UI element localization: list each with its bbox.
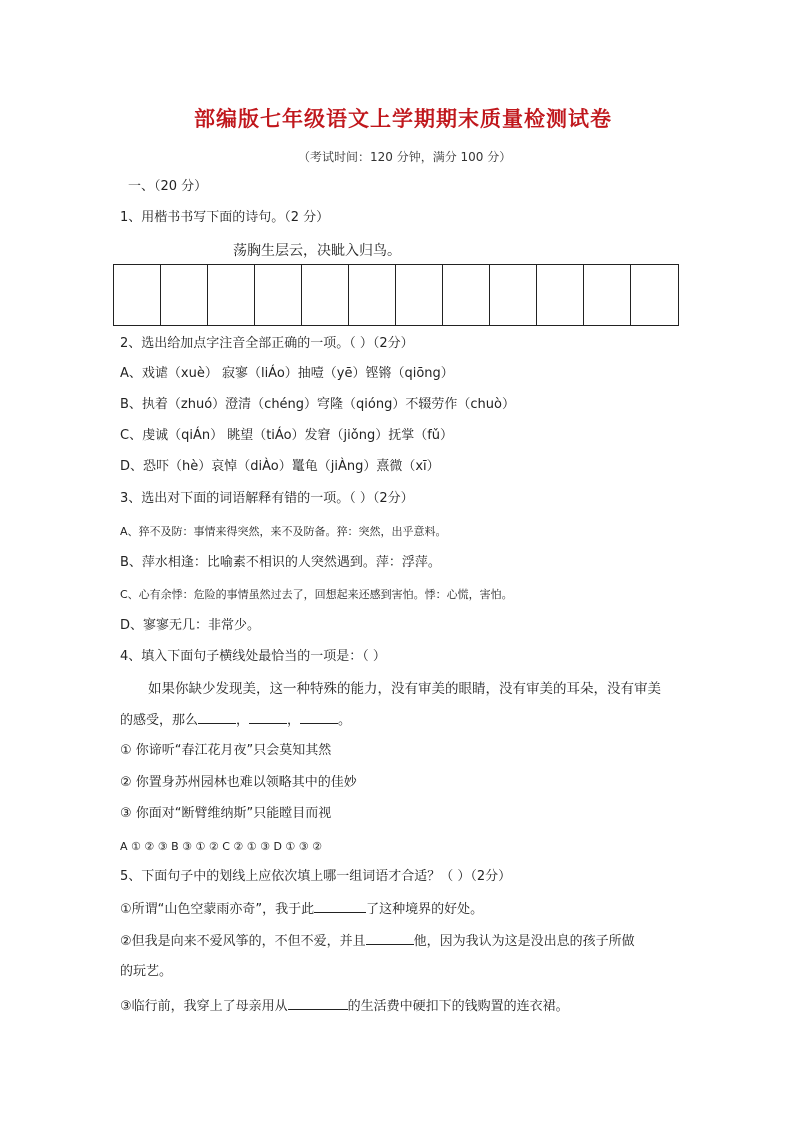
poem-line: 荡胸生层云，决眦入归鸟。 <box>233 243 401 259</box>
q5-sentence-2-cont: 的玩艺。 <box>120 964 173 979</box>
page-title: 部编版七年级语文上学期期末质量检测试卷 <box>194 106 612 131</box>
q2-option-c: C、虔诚（qiÁn） 眺望（tiÁo）发窘（jiǒng）抚掌（fǔ） <box>120 428 454 443</box>
grid-cell[interactable] <box>584 265 631 325</box>
answer-blank[interactable] <box>288 997 348 1010</box>
q5-s3-text-end: 的生活费中硬扣下的钱购置的连衣裙。 <box>347 999 569 1014</box>
q3-option-d: D、寥寥无几：非常少。 <box>120 618 261 633</box>
question-3: 3、选出对下面的词语解释有错的一项。（ ）（2分） <box>120 491 414 506</box>
q5-s2-text: ②但我是向来不爱风筝的，不但不爱，并且 <box>120 934 366 949</box>
q4-item-1: ① 你谛听“春江花月夜”只会莫知其然 <box>120 743 332 758</box>
grid-cell[interactable] <box>255 265 302 325</box>
question-1: 1、用楷书书写下面的诗句。（2 分） <box>120 210 330 225</box>
grid-cell[interactable] <box>537 265 584 325</box>
q4-item-2: ② 你置身苏州园林也难以领略其中的佳妙 <box>120 775 357 790</box>
q4-passage: 如果你缺少发现美，这一种特殊的能力，没有审美的眼睛，没有审美的耳朵，没有审美 <box>148 681 661 697</box>
q3-option-b: B、萍水相逢：比喻素不相识的人突然遇到。萍：浮萍。 <box>120 555 441 570</box>
writing-grid[interactable] <box>113 264 679 326</box>
q4-separator: ， <box>287 713 301 728</box>
q4-passage-text: 的感受，那么 <box>120 713 199 728</box>
q4-item-3: ③ 你面对“断臂维纳斯”只能瞠目而视 <box>120 806 332 821</box>
question-4: 4、填入下面句子横线处最恰当的一项是：（ ） <box>120 649 386 664</box>
grid-cell[interactable] <box>490 265 537 325</box>
q5-s3-text: ③临行前，我穿上了母亲用从 <box>120 999 288 1014</box>
grid-cell[interactable] <box>302 265 349 325</box>
q4-choices: A ① ② ③ B ③ ① ② C ② ① ③ D ① ③ ② <box>120 840 323 853</box>
q3-option-a: A、猝不及防：事情来得突然，来不及防备。猝：突然，出乎意料。 <box>120 525 447 538</box>
answer-blank[interactable] <box>300 711 338 724</box>
question-2: 2、选出给加点字注音全部正确的一项。（ ）（2分） <box>120 336 414 351</box>
exam-info: （考试时间：120 分钟，满分 100 分） <box>298 150 512 164</box>
q2-option-a: A、戏谑（xuè） 寂寥（liÁo）抽噎（yē）铿锵（qiōng） <box>120 366 454 381</box>
section-heading: 一、（20 分） <box>128 179 208 194</box>
grid-cell[interactable] <box>443 265 490 325</box>
q4-separator: ， <box>236 713 250 728</box>
grid-cell[interactable] <box>349 265 396 325</box>
answer-blank[interactable] <box>198 711 236 724</box>
q5-sentence-2 <box>120 932 635 951</box>
q4-period: 。 <box>338 713 352 728</box>
q5-s1-text: ①所谓“山色空蒙雨亦奇”，我于此 <box>120 902 315 917</box>
grid-cell[interactable] <box>161 265 208 325</box>
grid-cell[interactable] <box>631 265 678 325</box>
q2-option-b: B、执着（zhuó）澄清（chéng）穹隆（qióng）不辍劳作（chuò） <box>120 397 515 412</box>
q5-sentence-1 <box>120 900 483 919</box>
q4-passage-cont <box>120 711 351 730</box>
q5-sentence-3 <box>120 997 569 1016</box>
answer-blank[interactable] <box>366 932 414 945</box>
answer-blank[interactable] <box>314 900 366 913</box>
grid-cell[interactable] <box>114 265 161 325</box>
q3-option-c: C、心有余悸：危险的事情虽然过去了，回想起来还感到害怕。悸：心慌，害怕。 <box>120 588 513 601</box>
q5-s1-text-end: 了这种境界的好处。 <box>366 902 484 917</box>
answer-blank[interactable] <box>249 711 287 724</box>
grid-cell[interactable] <box>396 265 443 325</box>
q2-option-d: D、恐吓（hè）哀悼（diÀo）鼍龟（jiÀng）熹微（xī） <box>120 459 440 474</box>
grid-cell[interactable] <box>208 265 255 325</box>
q5-s2-text-end: 他，因为我认为这是没出息的孩子所做 <box>413 934 635 949</box>
question-5: 5、下面句子中的划线上应依次填上哪一组词语才合适？（ ）（2分） <box>120 869 512 884</box>
